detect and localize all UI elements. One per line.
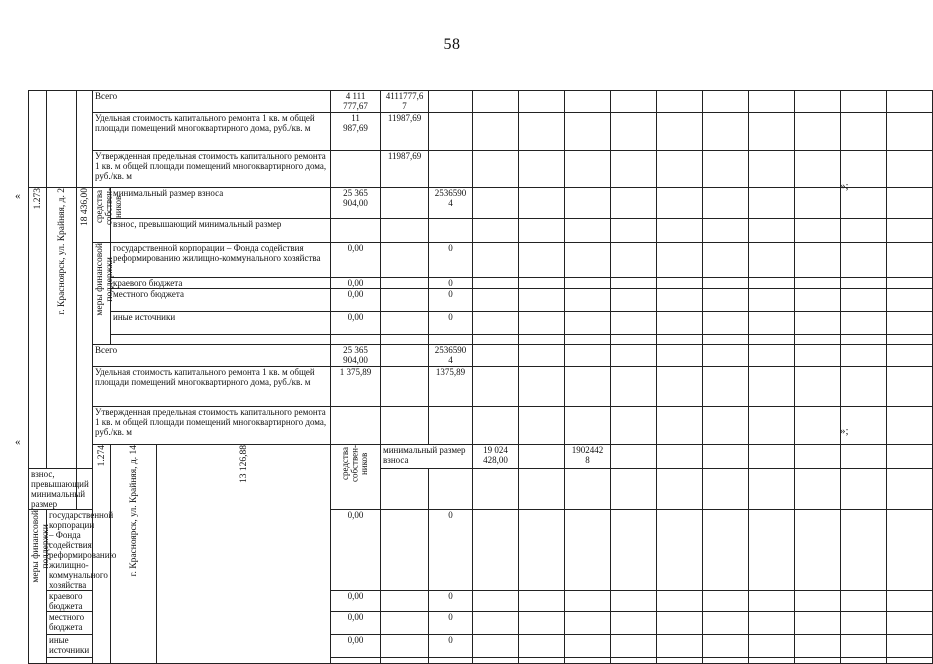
value-cell: 2536590 4	[429, 345, 473, 367]
owners-funds-group: средства собствен- ников	[331, 445, 381, 510]
value-cell: 2536590 4	[429, 188, 473, 219]
row-label: иные источники	[47, 635, 93, 658]
financial-support-group: меры финансовой поддержки	[29, 510, 47, 664]
entry-number: 1.273	[29, 188, 47, 469]
row-label: взнос, превышающий минимальный размер	[29, 469, 77, 510]
capital-repair-table	[28, 90, 933, 664]
entry-address: г. Красноярск, ул. Крайняя, д. 2	[47, 188, 77, 469]
value-cell: 1375,89	[429, 367, 473, 407]
table-row	[29, 345, 933, 367]
row-label: Всего	[93, 345, 331, 367]
table-row	[29, 243, 933, 278]
value-cell: 0,00	[331, 278, 381, 289]
value-cell: 25 365 904,00	[331, 345, 381, 367]
table-row	[29, 367, 933, 407]
financial-support-group: меры финансовой поддержки	[93, 243, 111, 345]
value-cell: 11 987,69	[331, 113, 381, 151]
table-row	[29, 151, 933, 188]
value-cell: 0,00	[331, 510, 381, 591]
value-cell: 0	[429, 612, 473, 635]
table-row	[29, 289, 933, 312]
entry-address: г. Красноярск, ул. Крайняя, д. 14	[111, 445, 157, 664]
value-cell: 0,00	[331, 243, 381, 278]
value-cell: 0	[429, 312, 473, 335]
row-label: государственной корпорации – Фонда содействия реформированию жилищно-коммунального хозяйства	[47, 510, 93, 591]
value-cell: 0	[429, 243, 473, 278]
value-cell: 19 024 428,00	[473, 445, 519, 469]
value-cell: 0	[429, 289, 473, 312]
row-label: Удельная стоимость капитального ремонта 1 кв. м общей площади помещений многоквартирного дома, руб./кв. м	[93, 113, 331, 151]
row-label: взнос, превышающий минимальный размер	[111, 219, 331, 243]
value-cell: 0	[429, 510, 473, 591]
owners-funds-group: средства собствен- ников	[93, 188, 111, 243]
row-label: Удельная стоимость капитального ремонта 1 кв. м общей площади помещений многоквартирного дома, руб./кв. м	[93, 367, 331, 407]
value-cell: 4 111 777,67	[331, 91, 381, 113]
table-row	[29, 278, 933, 289]
value-cell: 0	[429, 635, 473, 658]
table-row	[29, 188, 933, 219]
row-label: местного бюджета	[47, 612, 93, 635]
table-row	[29, 335, 933, 345]
value-cell: 0,00	[331, 289, 381, 312]
value-cell: 0,00	[331, 612, 381, 635]
value-cell: 11987,69	[381, 113, 429, 151]
table-row	[29, 312, 933, 335]
value-cell: 1 375,89	[331, 367, 381, 407]
value-cell: 0,00	[331, 591, 381, 612]
row-label: Всего	[93, 91, 331, 113]
entry-area: 13 126,88	[157, 445, 331, 664]
value-cell: 0,00	[331, 635, 381, 658]
row-label: краевого бюджета	[47, 591, 93, 612]
row-label: местного бюджета	[111, 289, 331, 312]
table-row	[29, 407, 933, 445]
row-label: Утвержденная предельная стоимость капитального ремонта 1 кв. м общей площади помещений многоквартирного дома, руб./кв. м	[93, 151, 331, 188]
quote-close-1272: »;	[840, 180, 849, 192]
table-row	[29, 91, 933, 113]
value-cell: 1902442 8	[565, 445, 611, 469]
quote-open-1273: «	[15, 190, 21, 202]
row-label: Утвержденная предельная стоимость капитального ремонта 1 кв. м общей площади помещений многоквартирного дома, руб./кв. м	[93, 407, 331, 445]
value-cell: 25 365 904,00	[331, 188, 381, 219]
table-row	[29, 113, 933, 151]
entry-number: 1.274	[93, 445, 111, 664]
quote-open-1274: «	[15, 436, 21, 448]
value-cell: 0	[429, 591, 473, 612]
row-label: государственной корпорации – Фонда содействия реформированию жилищно-коммунального хозяйства	[111, 243, 331, 278]
page-number: 58	[443, 36, 461, 53]
row-label: краевого бюджета	[111, 278, 331, 289]
value-cell: 0,00	[331, 312, 381, 335]
value-cell: 11987,69	[381, 151, 429, 188]
value-cell: 4111777,6 7	[381, 91, 429, 113]
row-label: минимальный размер взноса	[111, 188, 331, 219]
row-label: иные источники	[111, 312, 331, 335]
value-cell: 0	[429, 278, 473, 289]
table-row	[29, 445, 933, 469]
entry-area: 18 436,00	[77, 188, 93, 469]
quote-close-1273: »;	[840, 425, 849, 437]
table-row	[29, 219, 933, 243]
row-label: минимальный размер взноса	[381, 445, 473, 469]
